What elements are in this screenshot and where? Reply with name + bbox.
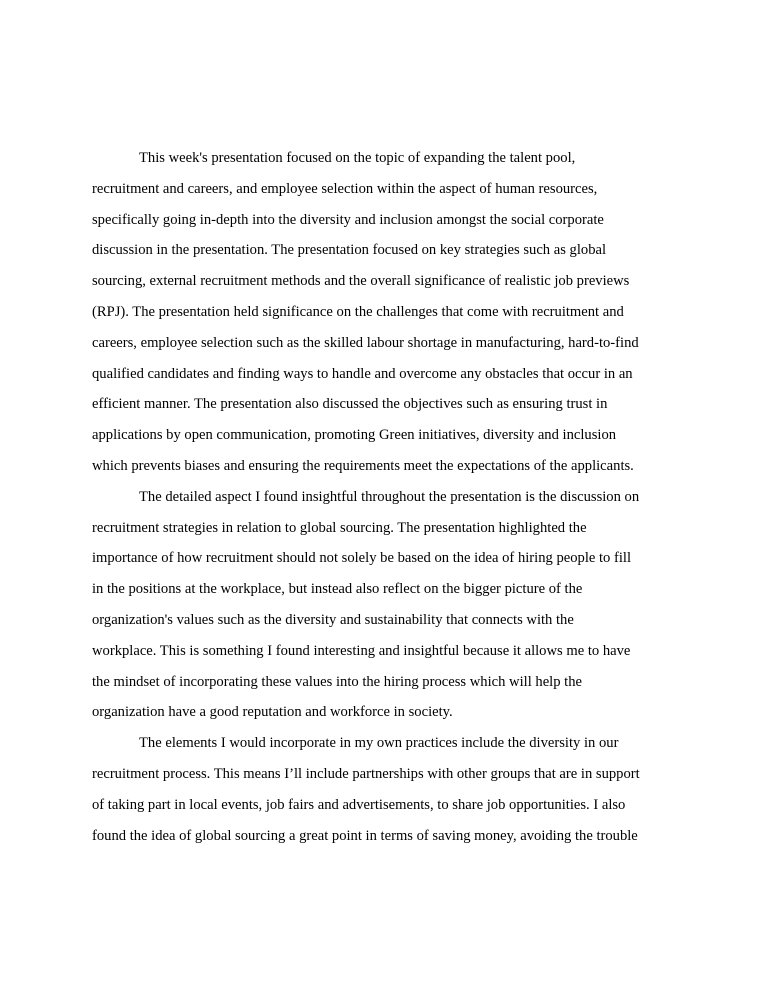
paragraph-2: The detailed aspect I found insightful throughout the presentation is the discussion on recruitment strategies in relation to global sourcing. The presentation highlighted the importance of how recruitment should not solely be based on the idea of hiring people to fill in the positions at the workplace, but instead also reflect on the bigger picture of the organization's values such as the diversity and sustainability that connects with the workplace. This is something I found interesting and insightful because it allows me to have the mindset of incorporating these values into the hiring process which will help the organization have a good reputation and workforce in society. xyxy=(92,488,640,721)
paragraph-3: The elements I would incorporate in my own practices include the diversity in our recruitment process. This means I’ll include partnerships with other groups that are in support of taking part in local events, job fairs and advertisements, to share job opportunities. I also found the idea of global sourcing a great point in terms of saving money, avoiding the trouble xyxy=(92,735,640,844)
document-body xyxy=(92,143,676,851)
paragraph-1: This week's presentation focused on the topic of expanding the talent pool, recruitment and careers, and employee selection within the aspect of human resources, specifically going in-depth into the diversity and inclusion amongst the social corporate discussion in the presentation. The presentation focused on key strategies such as global sourcing, external recruitment methods and the overall significance of realistic job previews (RPJ). The presentation held significance on the challenges that come with recruitment and careers, employee selection such as the skilled labour shortage in manufacturing, hard-to-find qualified candidates and finding ways to handle and overcome any obstacles that occur in an efficient manner. The presentation also discussed the objectives such as ensuring trust in applications by open communication, promoting Green initiatives, diversity and inclusion which prevents biases and ensuring the requirements meet the expectations of the applicants. xyxy=(92,150,639,474)
